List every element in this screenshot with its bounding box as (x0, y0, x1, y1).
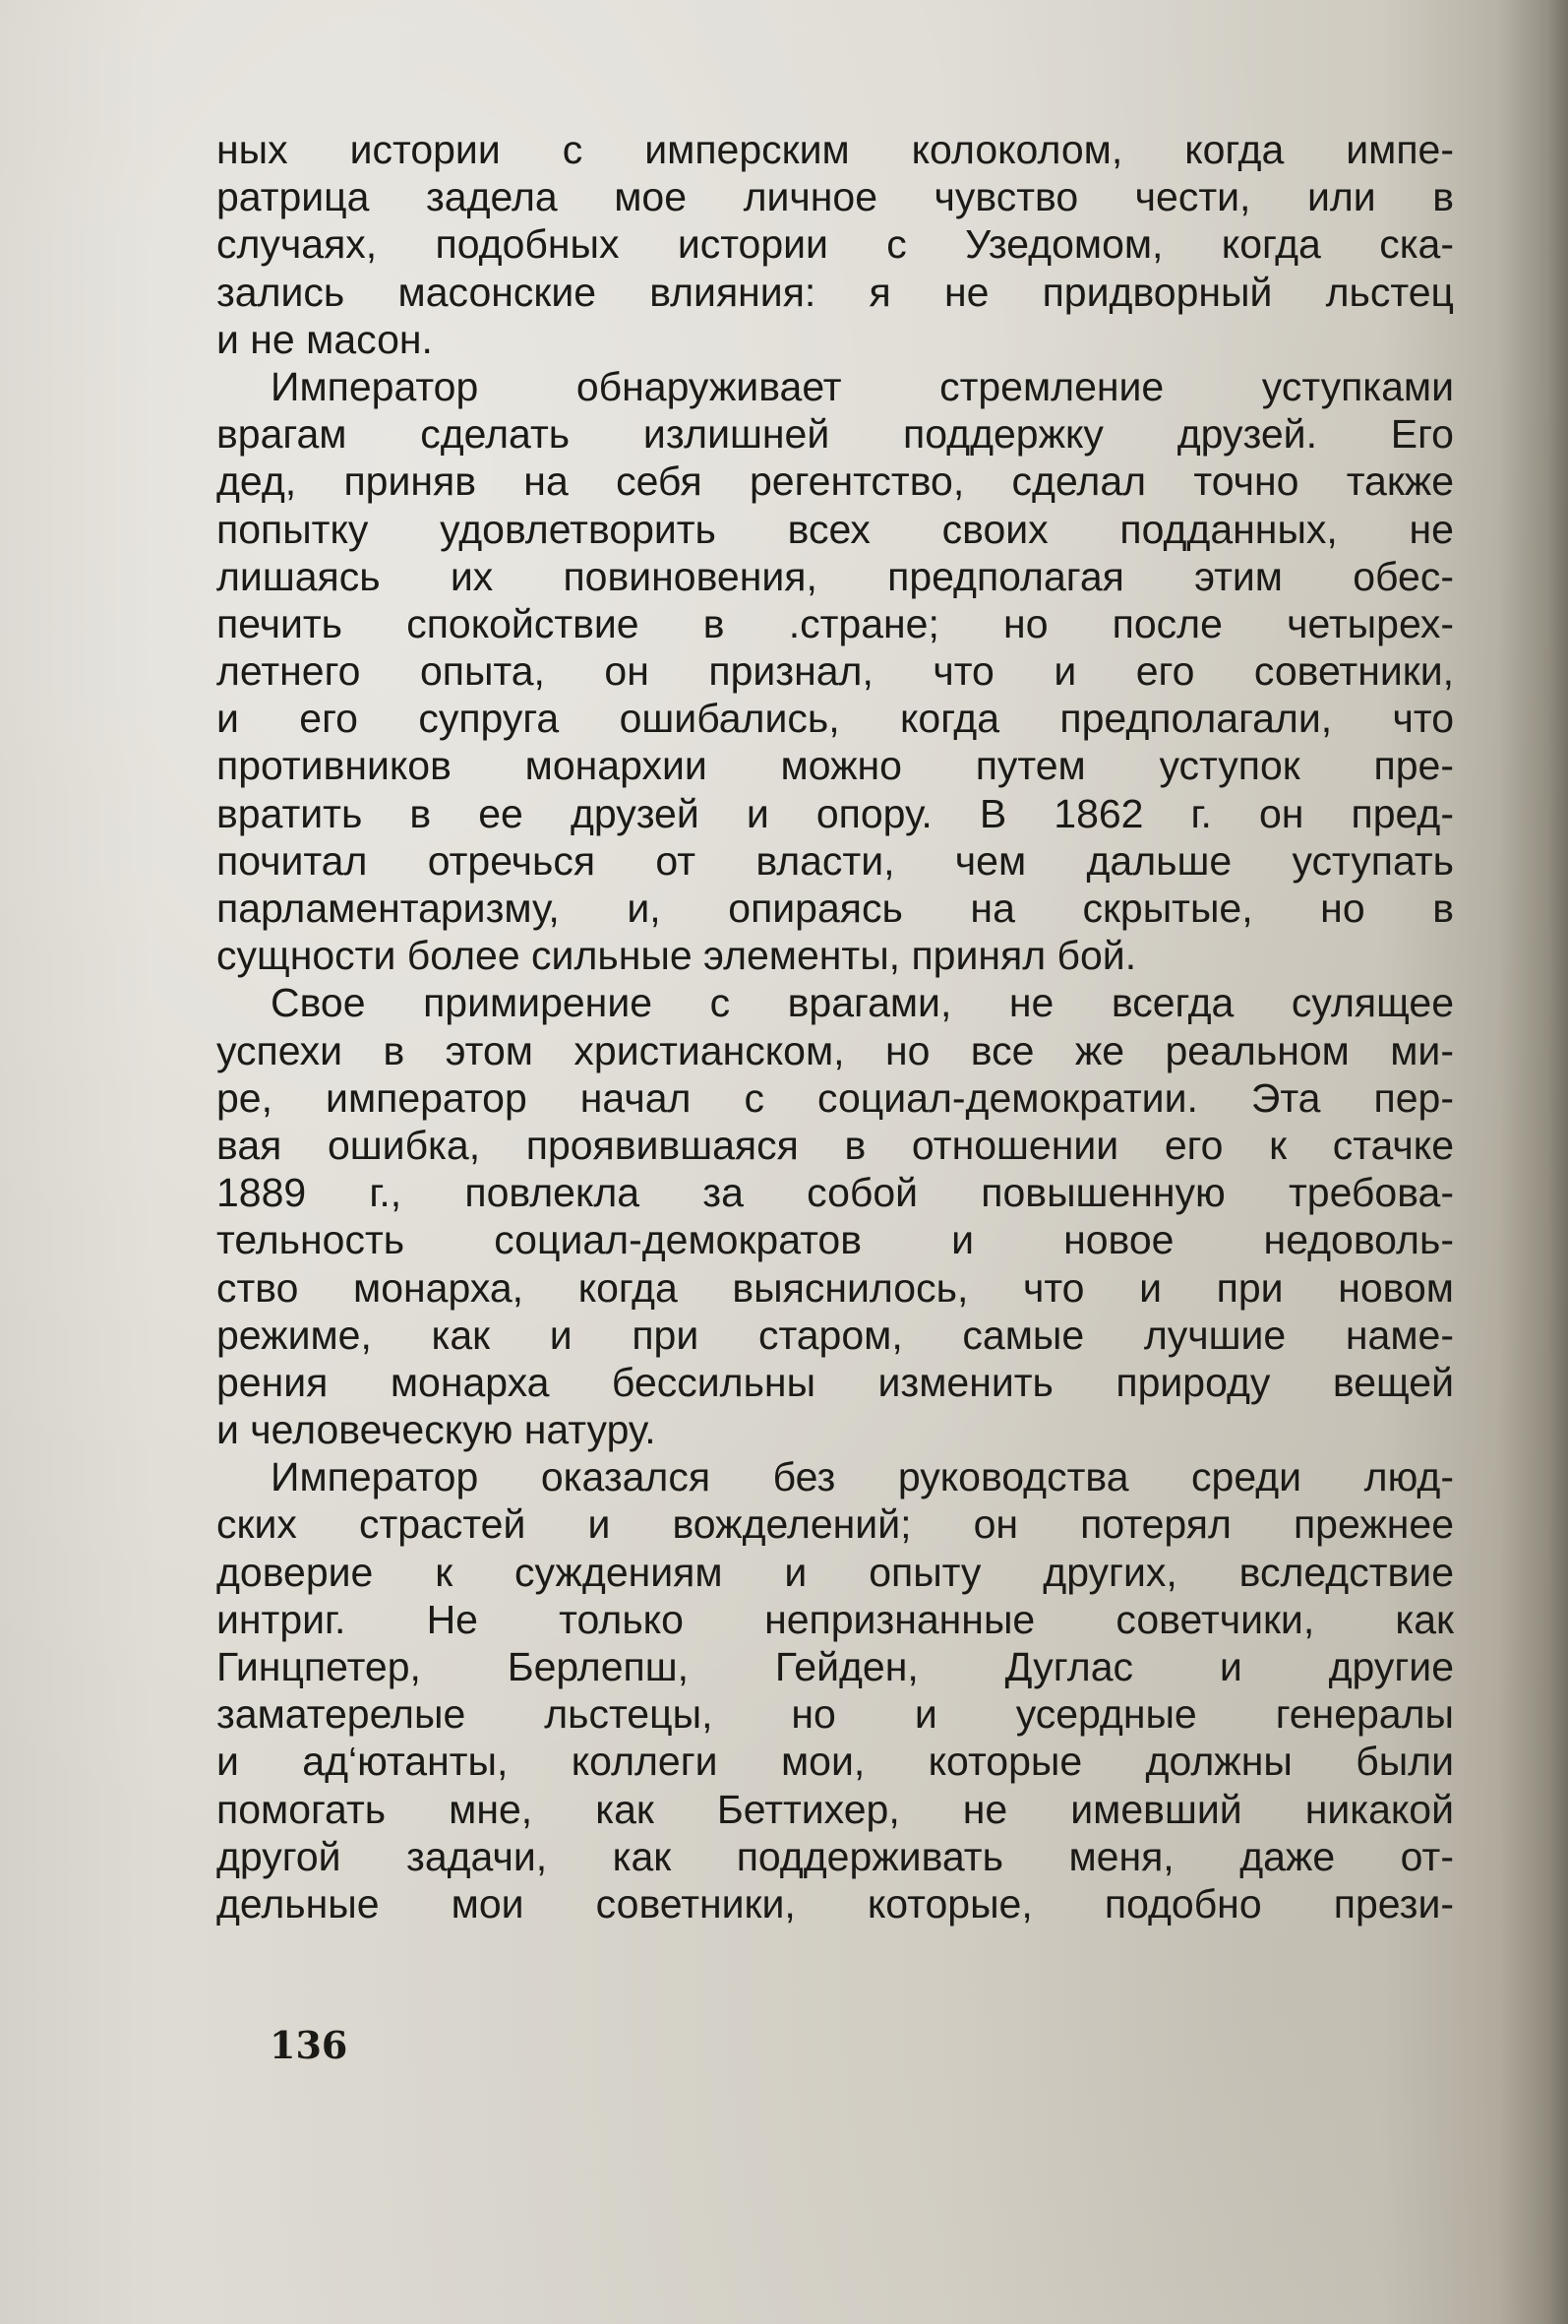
text-line: и ад‘ютанты, коллеги мои, которые должны были (216, 1739, 1454, 1785)
paragraph-3 (216, 979, 1454, 1453)
text-line: лишаясь их повиновения, предполагая этим обес- (216, 553, 1454, 599)
text-line: 1889 г., повлекла за собой повышенную требова- (216, 1170, 1454, 1216)
text-line: дед, приняв на себя регентство, сделал точно также (216, 459, 1454, 505)
text-line: другой задачи, как поддерживать меня, даже от- (216, 1833, 1454, 1879)
paragraph-1 (216, 126, 1454, 363)
text-line: доверие к суждениям и опыту других, вследствие (216, 1549, 1454, 1595)
text-line: ских страстей и вожделений; он потерял прежнее (216, 1501, 1454, 1548)
text-line: печить спокойствие в .стране; но после четырех- (216, 600, 1454, 646)
paragraph-4 (216, 1453, 1454, 1927)
text-line: Свое примирение с врагами, не всегда сулящее (271, 980, 1454, 1026)
text-line: врагам сделать излишней поддержку друзей. Его (216, 411, 1454, 458)
text-line: ратрица задела мое личное чувство чести, или в (216, 174, 1454, 220)
text-line: режиме, как и при старом, самые лучшие наме- (216, 1312, 1454, 1358)
paragraph-2 (216, 363, 1454, 979)
text-line: ных истории с имперским колоколом, когда импе- (216, 127, 1454, 172)
text-line: вратить в ее друзей и опору. В 1862 г. он пред- (216, 790, 1454, 836)
text-line: противников монархии можно путем уступок пре- (216, 743, 1454, 789)
text-line: Император обнаруживает стремление уступками (271, 363, 1454, 409)
text-line: ство монарха, когда выяснилось, что и при новом (216, 1264, 1454, 1311)
text-line: летнего опыта, он признал, что и его советники, (216, 648, 1454, 695)
text-line: вая ошибка, проявившаяся в отношении его к стачке (216, 1122, 1454, 1168)
text-line: интриг. Не только непризнанные советчики, как (216, 1596, 1454, 1642)
text-line: и не масон. (216, 316, 433, 362)
text-line: и его супруга ошибались, когда предполагали, что (216, 696, 1454, 742)
text-line: рения монарха бессильны изменить природу вещей (216, 1359, 1454, 1405)
text-line: успехи в этом христианском, но все же реальном ми- (216, 1027, 1454, 1073)
text-line: помогать мне, как Беттихер, не имевший никакой (216, 1786, 1454, 1832)
text-line: дельные мои советники, которые, подобно прези- (216, 1880, 1454, 1926)
body-text (216, 126, 1454, 1927)
text-line: почитал отречься от власти, чем дальше уступать (216, 837, 1454, 884)
text-line: и человеческую натуру. (216, 1407, 656, 1453)
text-line: Гинцпетер, Берлепш, Гейден, Дуглас и другие (216, 1644, 1454, 1689)
text-line: заматерелые льстецы, но и усердные генералы (216, 1691, 1454, 1738)
text-line: Император оказался без руководства среди люд- (271, 1454, 1454, 1500)
text-line: зались масонские влияния: я не придворный льстец (216, 269, 1454, 315)
text-line: случаях, подобных истории с Узедомом, когда ска- (216, 221, 1454, 268)
page-number: 136 (270, 2023, 348, 2067)
text-line: парламентаризму, и, опираясь на скрытые, но в (216, 886, 1454, 931)
text-line: ре, император начал с социал-демократии. Эта пер- (216, 1074, 1454, 1121)
text-line: попытку удовлетворить всех своих подданных, не (216, 506, 1454, 552)
text-line: тельность социал-демократов и новое недоволь- (216, 1217, 1454, 1263)
text-line: сущности более сильные элементы, принял бой. (216, 933, 1137, 979)
